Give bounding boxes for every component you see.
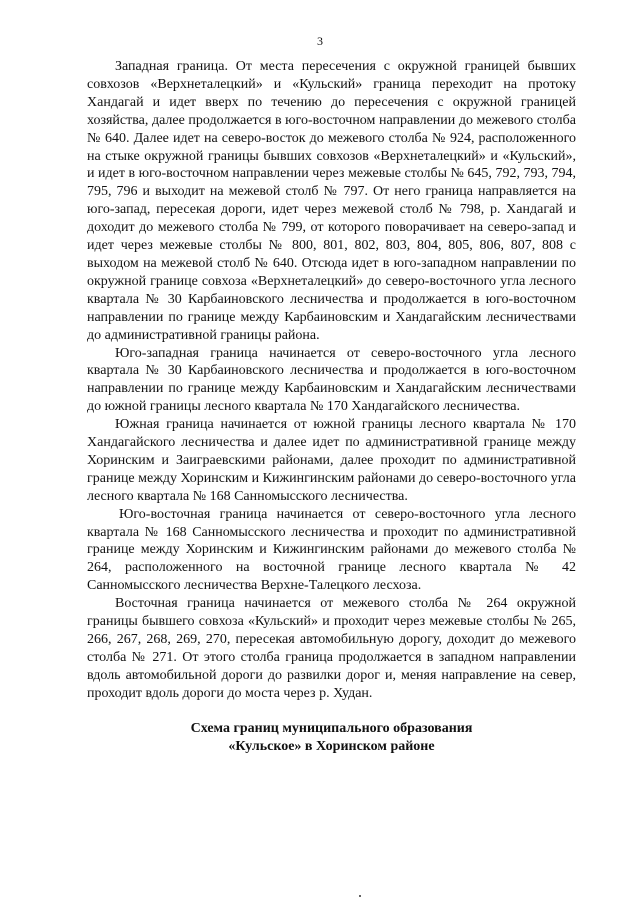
heading-line-2: «Кульское» в Хоринском районе <box>228 738 435 754</box>
paragraph-east-border: Восточная граница начинается от межевого столба № 264 окружной границы бывшего совхоза «Кульский» и проходит через межевые столбы № 265, 266, 267, 268, 269, 270, пересекая автомобильную дорогу, доходит до межевого столба № 271. От этого столба граница продолжается в западном направлении вдоль автомобильной дороги до развилки дорог и, меняя направление на север, проходит вдоль дороги до моста через р. Худан. <box>87 596 576 701</box>
section-heading <box>87 720 576 756</box>
heading-line-1: Схема границ муниципального образования <box>190 721 473 736</box>
paragraph-west-border: Западная граница. От места пересечения с окружной границей бывших совхозов «Верхнеталецкий» и «Кульский» граница переходит на протоку Хандагай и идет вверх по течению до пересечения с окружной границей хозяйства, далее продолжается в юго-восточном направлении до межевого столба № 640. Далее идет на северо-восток до межевого столба № 924, расположенного на стыке окружной границы бывших совхозов «Верхнеталецкий» и «Кульский», и идет в юго-восточном направлении через межевые столбы № 645, 792, 793, 794, 795, 796 и выходит на межевой столб № 797. От него граница направляется на юго-запад, пересекая дороги, идет через межевой столб № 798, р. Хандагай и доходит до межевого столба № 799, от которого поворачивает на северо-запад и идет через межевые столбы № 800, 801, 802, 803, 804, 805, 806, 807, 808 с выходом на межевой столб № 640. Отсюда идет в юго-западном направлении по окружной границе совхоза «Верхнеталецкий» до северо-восточного угла лесного квартала № 30 Карбаиновского лесничества и продолжается в юго-восточном направлении по границе между Карбаиновским и Хандагайским лесничествами до административной границы района. <box>87 59 576 343</box>
scan-speck <box>359 895 361 897</box>
paragraph-south-border: Южная граница начинается от южной границы лесного квартала № 170 Хандагайского лесничества и далее идет по административной границе между Хоринским и Заиграевскими районами, далее проходит по административной границе между Хоринским и Кижингинским районами до северо-восточного угла лесного квартала № 168 Санномысского лесничества. <box>87 417 576 504</box>
page-number: 3 <box>317 34 323 48</box>
paragraph-southeast-border: Юго-восточная граница начинается от северо-восточного угла лесного квартала № 168 Санномысского лесничества и проходит по административной границе между Хоринским и Кижингинским районами до межевого столба № 264, расположенного на восточной границе лесного квартала № 42 Санномысского лесничества Верхне-Талецкого лесхоза. <box>87 506 576 594</box>
paragraph-southwest-border: Юго-западная граница начинается от северо-восточного угла лесного квартала № 30 Карбаиновского лесничества и продолжается в юго-восточном направлении по границе между Карбаиновским и Хандагайским лесничествами до южной границы лесного квартала № 170 Хандагайского лесничества. <box>87 345 576 415</box>
document-body <box>87 58 576 703</box>
